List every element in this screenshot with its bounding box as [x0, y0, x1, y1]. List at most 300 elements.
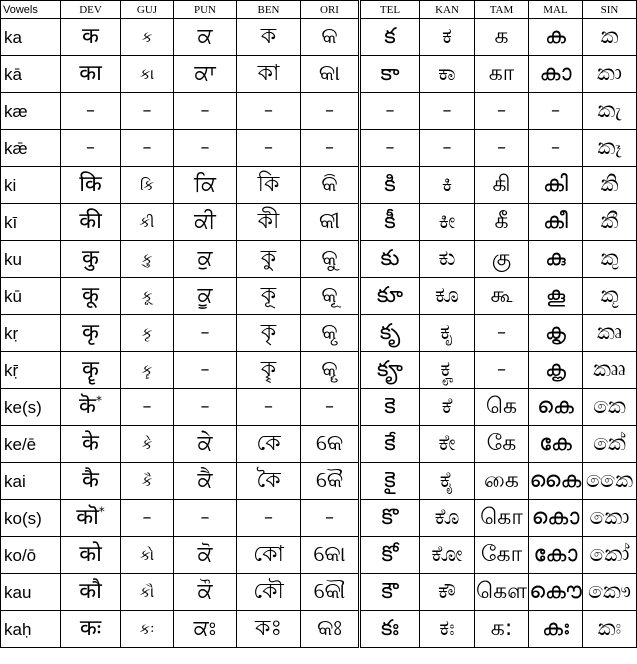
- cell-ori: [301, 426, 360, 463]
- cell-mal: [529, 574, 583, 611]
- table-row: [1, 19, 637, 56]
- cell-kan: [420, 426, 475, 463]
- glyph: කො: [589, 505, 630, 530]
- cell-tam: [475, 19, 529, 56]
- cell-tam: [475, 241, 529, 278]
- glyph: කු: [600, 246, 619, 271]
- cell-tam: [475, 574, 529, 611]
- cell-sin: [583, 574, 637, 611]
- glyph: കീ: [543, 209, 568, 234]
- cell-kan: [420, 315, 475, 352]
- glyph: கௌ: [475, 579, 528, 604]
- cell-mal: [529, 389, 583, 426]
- vowel-label: kaḥ: [1, 611, 61, 648]
- cell-dev: [61, 93, 121, 130]
- glyph: को: [79, 542, 102, 567]
- cell-tel: [360, 130, 420, 167]
- cell-ben: [237, 278, 301, 315]
- glyph: కృ: [379, 320, 401, 345]
- glyph: කෙ: [593, 394, 626, 419]
- glyph: క: [384, 24, 396, 49]
- cell-ori: [301, 19, 360, 56]
- glyph: கா: [488, 61, 515, 86]
- cell-guj: [121, 19, 174, 56]
- glyph: ක: [600, 24, 619, 49]
- cell-mal: [529, 537, 583, 574]
- glyph: –: [385, 137, 395, 158]
- cell-tel: [360, 278, 420, 315]
- cell-tam: [475, 130, 529, 167]
- cell-pun: [174, 130, 237, 167]
- glyph: ক: [260, 24, 277, 49]
- glyph: कू: [82, 283, 99, 308]
- footnote-marker: *: [95, 393, 102, 408]
- glyph: કૂ: [141, 286, 153, 305]
- cell-guj: [121, 130, 174, 167]
- glyph: –: [200, 507, 210, 528]
- cell-ben: [237, 204, 301, 241]
- cell-tel: [360, 463, 420, 500]
- glyph: ಕಿ: [441, 172, 453, 197]
- glyph: කෑ: [597, 135, 622, 160]
- vowel-label: kū: [1, 278, 61, 315]
- glyph: கொ: [480, 505, 523, 530]
- glyph: কী: [257, 209, 280, 234]
- table-row: [1, 389, 637, 426]
- glyph: ਕਃ: [193, 616, 217, 641]
- cell-ben: [237, 93, 301, 130]
- header-sin: SIN: [583, 1, 637, 19]
- glyph: කෝ: [589, 542, 630, 567]
- glyph: කේ: [593, 431, 626, 456]
- cell-kan: [420, 93, 475, 130]
- cell-ori: [301, 241, 360, 278]
- glyph: कः: [79, 616, 102, 641]
- glyph: കൌ: [529, 579, 582, 604]
- cell-mal: [529, 278, 583, 315]
- glyph: కే: [384, 431, 396, 456]
- cell-guj: [121, 204, 174, 241]
- glyph: ಕು: [438, 246, 456, 271]
- glyph: කා: [596, 61, 623, 86]
- cell-tam: [475, 500, 529, 537]
- cell-mal: [529, 352, 583, 389]
- glyph: কু: [260, 246, 277, 271]
- table-body: [1, 19, 637, 648]
- cell-mal: [529, 500, 583, 537]
- cell-tam: [475, 389, 529, 426]
- glyph: के: [82, 431, 99, 456]
- vowel-label: kṛ: [1, 315, 61, 352]
- glyph: കെ: [537, 394, 574, 419]
- cell-ori: [301, 574, 360, 611]
- cell-mal: [529, 93, 583, 130]
- header-kan: KAN: [420, 1, 475, 19]
- glyph: কে: [256, 431, 281, 456]
- vowel-label: ko(s): [1, 500, 61, 537]
- glyph: कै: [82, 468, 99, 493]
- cell-pun: [174, 500, 237, 537]
- cell-sin: [583, 204, 637, 241]
- vowel-label: ko/ō: [1, 537, 61, 574]
- glyph: –: [200, 322, 210, 343]
- cell-dev: [61, 241, 121, 278]
- glyph: કે: [141, 434, 153, 453]
- cell-tel: [360, 389, 420, 426]
- glyph: කි: [600, 172, 619, 197]
- glyph: කෛ: [585, 468, 634, 493]
- cell-ben: [237, 574, 301, 611]
- vowel-label: ka: [1, 19, 61, 56]
- glyph: ਕਾ: [194, 61, 216, 86]
- glyph: কূ: [260, 283, 277, 308]
- cell-dev: [61, 315, 121, 352]
- glyph: కు: [380, 246, 400, 271]
- cell-kan: [420, 500, 475, 537]
- cell-guj: [121, 167, 174, 204]
- glyph: કો: [139, 545, 155, 564]
- cell-kan: [420, 19, 475, 56]
- cell-ori: [301, 93, 360, 130]
- cell-tam: [475, 204, 529, 241]
- glyph: কৈ: [256, 468, 281, 493]
- cell-pun: [174, 204, 237, 241]
- glyph: कृ: [82, 320, 99, 345]
- glyph: க꞉: [490, 616, 513, 641]
- cell-mal: [529, 241, 583, 278]
- glyph: ಕಃ: [439, 616, 455, 641]
- cell-tel: [360, 537, 420, 574]
- glyph: കി: [543, 172, 568, 197]
- glyph: ਕੈ: [197, 468, 213, 493]
- cell-pun: [174, 352, 237, 389]
- cell-pun: [174, 537, 237, 574]
- cell-kan: [420, 611, 475, 648]
- header-row: [1, 1, 637, 19]
- glyph: କୀ: [318, 209, 341, 234]
- glyph: –: [551, 137, 560, 158]
- cell-kan: [420, 241, 475, 278]
- cell-dev: [61, 19, 121, 56]
- cell-mal: [529, 130, 583, 167]
- cell-kan: [420, 167, 475, 204]
- glyph: कॄ: [82, 357, 99, 382]
- cell-mal: [529, 611, 583, 648]
- glyph: ਕੇ: [197, 431, 213, 456]
- glyph: ક: [141, 27, 153, 46]
- cell-sin: [583, 463, 637, 500]
- glyph: କୃ: [321, 320, 338, 345]
- glyph: కొ: [381, 505, 399, 530]
- cell-sin: [583, 352, 637, 389]
- glyph: க: [494, 24, 509, 49]
- cell-pun: [174, 574, 237, 611]
- glyph: ಕೆ: [441, 394, 453, 419]
- glyph: কা: [257, 61, 280, 86]
- cell-dev: [61, 56, 121, 93]
- glyph: –: [142, 100, 152, 121]
- vowel-label: kau: [1, 574, 61, 611]
- cell-dev: [61, 574, 121, 611]
- glyph: കൂ: [545, 283, 566, 308]
- cell-ori: [301, 611, 360, 648]
- vowel-label: ke/ē: [1, 426, 61, 463]
- cell-guj: [121, 315, 174, 352]
- glyph: কৌ: [253, 579, 284, 604]
- glyph: കേ: [539, 431, 572, 456]
- glyph: కో: [381, 542, 399, 567]
- glyph: କୂ: [321, 283, 338, 308]
- glyph: කැ: [597, 98, 622, 123]
- glyph: –: [551, 100, 560, 121]
- glyph: కీ: [384, 209, 396, 234]
- cell-pun: [174, 389, 237, 426]
- glyph: କେ: [315, 431, 344, 456]
- glyph: ಕೃ: [440, 320, 454, 345]
- cell-tam: [475, 463, 529, 500]
- glyph: કૄ: [141, 360, 153, 379]
- cell-ori: [301, 130, 360, 167]
- cell-sin: [583, 19, 637, 56]
- cell-tel: [360, 19, 420, 56]
- glyph: –: [200, 100, 210, 121]
- vowel-label: kī: [1, 204, 61, 241]
- glyph: ਕੀ: [194, 209, 216, 234]
- glyph: കഃ: [542, 616, 569, 641]
- cell-tam: [475, 56, 529, 93]
- cell-sin: [583, 537, 637, 574]
- glyph: ಕ: [442, 24, 452, 49]
- cell-mal: [529, 167, 583, 204]
- cell-guj: [121, 426, 174, 463]
- glyph: କୁ: [321, 246, 338, 271]
- glyph: –: [442, 100, 452, 121]
- glyph: ಕಾ: [438, 61, 456, 86]
- glyph: কৄ: [260, 357, 277, 382]
- glyph: கூ: [490, 283, 513, 308]
- glyph: –: [142, 396, 152, 417]
- table-row: [1, 241, 637, 278]
- cell-ben: [237, 463, 301, 500]
- glyph: କୈ: [315, 468, 344, 493]
- glyph: కూ: [376, 283, 404, 308]
- cell-guj: [121, 278, 174, 315]
- vowel-label: ke(s): [1, 389, 61, 426]
- header-pun: PUN: [174, 1, 237, 19]
- cell-sin: [583, 56, 637, 93]
- cell-dev: [61, 500, 121, 537]
- glyph: કઃ: [139, 619, 155, 638]
- cell-tel: [360, 574, 420, 611]
- table-row: [1, 167, 637, 204]
- cell-tel: [360, 352, 420, 389]
- glyph: କୌ: [313, 579, 346, 604]
- glyph: –: [497, 100, 506, 121]
- table-row: [1, 93, 637, 130]
- vowel-label: ku: [1, 241, 61, 278]
- glyph: કિ: [140, 175, 154, 194]
- header-ben: BEN: [237, 1, 301, 19]
- glyph: କା: [318, 61, 341, 86]
- glyph: –: [497, 322, 506, 343]
- glyph: കൄ: [545, 357, 566, 382]
- glyph: കോ: [533, 542, 578, 567]
- glyph: कि: [79, 172, 102, 197]
- glyph: –: [264, 100, 273, 121]
- glyph: কো: [253, 542, 284, 567]
- glyph: કૈ: [141, 471, 153, 490]
- cell-dev: [61, 352, 121, 389]
- cell-tam: [475, 426, 529, 463]
- cell-pun: [174, 463, 237, 500]
- glyph: કા: [139, 64, 155, 83]
- cell-tam: [475, 611, 529, 648]
- glyph: कॆ: [79, 394, 96, 419]
- cell-mal: [529, 19, 583, 56]
- header-ori: ORI: [301, 1, 360, 19]
- cell-ben: [237, 241, 301, 278]
- glyph: –: [442, 137, 452, 158]
- glyph: કી: [139, 212, 155, 231]
- glyph: ਕੌ: [197, 579, 213, 604]
- glyph: ക: [545, 24, 566, 49]
- table-row: [1, 352, 637, 389]
- glyph: కౌ: [381, 579, 399, 604]
- cell-pun: [174, 315, 237, 352]
- glyph: ಕೈ: [439, 468, 455, 493]
- glyph: కః: [381, 616, 399, 641]
- cell-pun: [174, 611, 237, 648]
- glyph: –: [264, 137, 273, 158]
- cell-pun: [174, 241, 237, 278]
- cell-dev: [61, 389, 121, 426]
- cell-kan: [420, 278, 475, 315]
- cell-guj: [121, 93, 174, 130]
- glyph: –: [200, 359, 210, 380]
- cell-ori: [301, 352, 360, 389]
- cell-ori: [301, 463, 360, 500]
- glyph: –: [264, 396, 273, 417]
- cell-ori: [301, 537, 360, 574]
- cell-kan: [420, 204, 475, 241]
- cell-guj: [121, 574, 174, 611]
- cell-sin: [583, 241, 637, 278]
- glyph: କଃ: [317, 616, 342, 641]
- cell-dev: [61, 278, 121, 315]
- table-row: [1, 574, 637, 611]
- header-tel: TEL: [360, 1, 420, 19]
- cell-ben: [237, 611, 301, 648]
- cell-sin: [583, 389, 637, 426]
- footnote-marker: *: [98, 504, 105, 519]
- table-row: [1, 426, 637, 463]
- cell-tel: [360, 611, 420, 648]
- glyph: –: [497, 359, 506, 380]
- glyph: की: [79, 209, 102, 234]
- cell-sin: [583, 167, 637, 204]
- glyph: கை: [484, 468, 519, 493]
- glyph: કૃ: [141, 323, 153, 342]
- cell-tel: [360, 426, 420, 463]
- glyph: කී: [600, 209, 619, 234]
- glyph: ਕ: [197, 24, 213, 49]
- glyph: कु: [82, 246, 99, 271]
- header-guj: GUJ: [121, 1, 174, 19]
- glyph: –: [264, 507, 273, 528]
- header-dev: DEV: [61, 1, 121, 19]
- glyph: ಕೄ: [440, 357, 454, 382]
- cell-tam: [475, 537, 529, 574]
- cell-tam: [475, 352, 529, 389]
- cell-dev: [61, 463, 121, 500]
- glyph: కా: [380, 61, 400, 86]
- glyph: கீ: [494, 209, 509, 234]
- header-mal: MAL: [529, 1, 583, 19]
- cell-guj: [121, 241, 174, 278]
- glyph: కి: [384, 172, 396, 197]
- cell-sin: [583, 93, 637, 130]
- glyph: కౄ: [377, 357, 403, 382]
- cell-ben: [237, 389, 301, 426]
- cell-tam: [475, 93, 529, 130]
- table-row: [1, 278, 637, 315]
- cell-guj: [121, 500, 174, 537]
- glyph: కై: [384, 468, 396, 493]
- cell-kan: [420, 130, 475, 167]
- cell-dev: [61, 537, 121, 574]
- glyph: –: [142, 507, 152, 528]
- glyph: क: [82, 24, 99, 49]
- cell-sin: [583, 611, 637, 648]
- cell-kan: [420, 574, 475, 611]
- cell-ori: [301, 315, 360, 352]
- cell-ori: [301, 389, 360, 426]
- glyph: –: [325, 507, 334, 528]
- glyph: কৃ: [260, 320, 277, 345]
- cell-sin: [583, 130, 637, 167]
- cell-pun: [174, 278, 237, 315]
- glyph: கே: [486, 431, 517, 456]
- cell-dev: [61, 611, 121, 648]
- cell-sin: [583, 278, 637, 315]
- glyph: கோ: [480, 542, 523, 567]
- cell-ori: [301, 500, 360, 537]
- cell-ben: [237, 352, 301, 389]
- glyph: –: [200, 137, 210, 158]
- glyph: –: [200, 396, 210, 417]
- cell-ben: [237, 19, 301, 56]
- cell-kan: [420, 389, 475, 426]
- glyph: કૌ: [139, 582, 155, 601]
- cell-guj: [121, 611, 174, 648]
- glyph: ಕೂ: [435, 283, 459, 308]
- cell-tel: [360, 167, 420, 204]
- cell-ben: [237, 56, 301, 93]
- vowel-label: kai: [1, 463, 61, 500]
- glyph: කඃ: [597, 616, 622, 641]
- cell-mal: [529, 204, 583, 241]
- glyph: কঃ: [254, 616, 283, 641]
- glyph: कौ: [79, 579, 102, 604]
- glyph: कॊ: [76, 505, 99, 530]
- cell-tel: [360, 500, 420, 537]
- glyph: –: [86, 137, 95, 158]
- cell-guj: [121, 352, 174, 389]
- glyph: ਕਿ: [193, 172, 217, 197]
- glyph: કુ: [141, 249, 153, 268]
- cell-guj: [121, 463, 174, 500]
- cell-dev: [61, 204, 121, 241]
